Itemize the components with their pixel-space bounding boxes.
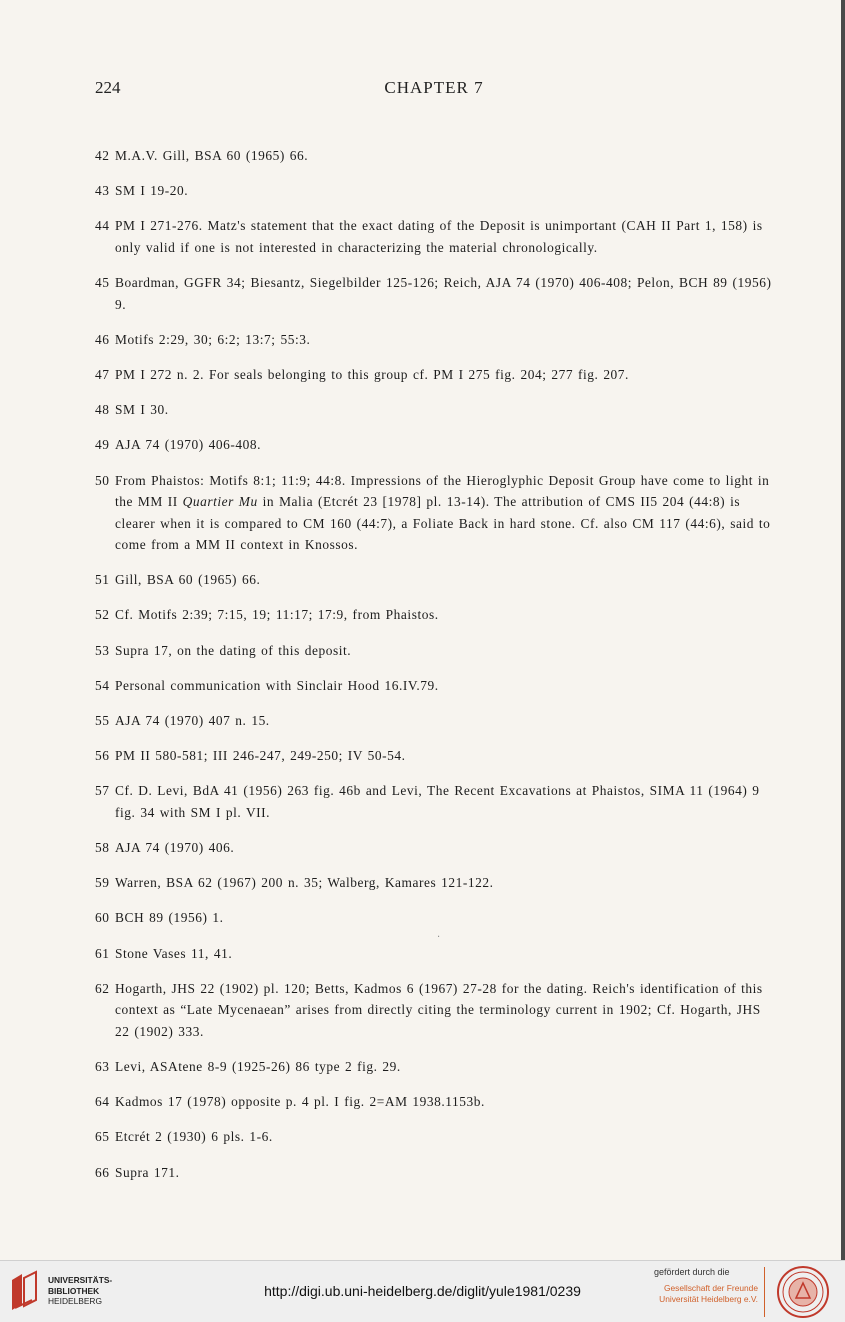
- sponsor-name: [654, 1283, 758, 1305]
- endnote-number: 66: [95, 1164, 110, 1180]
- endnote-62: [95, 978, 775, 1043]
- endnote-text: Kadmos 17 (1978) opposite p. 4 pl. I fig. 2=AM 1938.1153b.: [115, 1094, 485, 1110]
- page-number: 224: [95, 78, 121, 97]
- endnote-53: [95, 640, 775, 662]
- endnote-text: BCH 89 (1956) 1.: [115, 910, 224, 926]
- endnote-text: M.A.V. Gill, BSA 60 (1965) 66.: [115, 148, 309, 163]
- endnote-text: Motifs 2:29, 30; 6:2; 13:7; 55:3.: [115, 331, 311, 347]
- endnote-number: 54: [95, 677, 110, 693]
- endnote-text: AJA 74 (1970) 406-408.: [115, 437, 262, 453]
- endnote-text: Personal communication with Sinclair Hood 16.IV.79.: [115, 677, 439, 693]
- endnote-51: [95, 569, 775, 591]
- endnote-text: PM I 272 n. 2. For seals belonging to this group cf. PM I 275 fig. 204; 277 fig. 207.: [115, 366, 629, 382]
- endnote-text: Supra 17, on the dating of this deposit.: [115, 642, 352, 658]
- sponsor-intro: gefördert durch die: [654, 1267, 730, 1277]
- library-name-line: UNIVERSITÄTS-: [48, 1275, 113, 1285]
- endnotes-list: [95, 145, 775, 1197]
- endnote-number: 65: [95, 1129, 110, 1145]
- endnote-number: 56: [95, 748, 110, 764]
- endnote-52: [95, 604, 775, 626]
- university-seal-icon: [776, 1265, 830, 1319]
- endnote-55: [95, 710, 775, 732]
- endnote-43: [95, 180, 775, 202]
- endnote-56: [95, 745, 775, 767]
- sponsor-name-line: Universität Heidelberg e.V.: [659, 1294, 758, 1304]
- endnote-number: 61: [95, 945, 110, 961]
- endnote-number: 48: [95, 402, 110, 418]
- endnote-48: [95, 399, 775, 421]
- endnote-65: [95, 1126, 775, 1148]
- endnote-number: 45: [95, 275, 110, 291]
- endnote-text: Cf. Motifs 2:39; 7:15, 19; 11:17; 17:9, from Phaistos.: [115, 607, 439, 623]
- endnote-47: [95, 364, 775, 386]
- endnote-number: 47: [95, 366, 110, 382]
- endnote-number: 44: [95, 218, 110, 234]
- digital-source-link[interactable]: http://digi.ub.uni-heidelberg.de/diglit/yule1981/0239: [264, 1283, 581, 1299]
- endnote-number: 53: [95, 642, 110, 658]
- endnote-text: Hogarth, JHS 22 (1902) pl. 120; Betts, Kadmos 6 (1967) 27-28 for the dating. Reich's identification of this context as “Late Mycenaean” arises from directly citing the terminology current in 1902; Cf. Hogarth, JHS 22 (1902) 333.: [115, 980, 763, 1039]
- endnote-text: PM I 271-276. Matz's statement that the exact dating of the Deposit is unimportant (CAH II Part 1, 158) is only valid if one is not interested in characterizing the material chronologically.: [115, 218, 763, 255]
- library-name-line: HEIDELBERG: [48, 1296, 102, 1306]
- endnote-number: 55: [95, 712, 110, 728]
- endnote-59: [95, 872, 775, 894]
- footer-bar: [0, 1260, 845, 1322]
- endnote-number: 51: [95, 572, 110, 588]
- endnote-number: 62: [95, 980, 110, 996]
- endnote-text: Boardman, GGFR 34; Biesantz, Siegelbilder 125-126; Reich, AJA 74 (1970) 406-408; Pelon, BCH 89 (1956) 9.: [115, 275, 772, 312]
- chapter-title: CHAPTER 7: [384, 78, 484, 97]
- endnote-57: [95, 780, 775, 823]
- endnote-text: in Malia (Etcrét 23 [1978] pl. 13-14). The attribution of CMS II5 204 (44:8) is clearer when it is compared to CM 160 (44:7), a Foliate Back in hard stone. Cf. also CM 117 (44:6), said to come from a MM II context in Knossos.: [115, 494, 771, 552]
- endnote-text: PM II 580-581; III 246-247, 249-250; IV 50-54.: [115, 748, 406, 764]
- endnote-54: [95, 675, 775, 697]
- endnote-text: Etcrét 2 (1930) 6 pls. 1-6.: [115, 1129, 273, 1145]
- endnote-number: 58: [95, 840, 110, 855]
- endnote-42: [95, 145, 775, 167]
- endnote-number: 63: [95, 1058, 110, 1074]
- endnote-66: [95, 1162, 775, 1184]
- endnote-text: Supra 171.: [115, 1164, 180, 1180]
- endnote-number: 42: [95, 148, 110, 163]
- endnote-text: SM I 19-20.: [115, 183, 189, 199]
- endnote-text: Warren, BSA 62 (1967) 200 n. 35; Walberg, Kamares 121-122.: [115, 875, 494, 891]
- endnote-number: 64: [95, 1094, 110, 1110]
- endnote-number: 49: [95, 437, 110, 453]
- endnote-text: AJA 74 (1970) 407 n. 15.: [115, 712, 270, 728]
- endnote-64: [95, 1091, 775, 1113]
- print-speck-icon: ‧: [437, 932, 441, 943]
- endnote-text: From Phaistos: Motifs 8:1; 11:9; 44:8. Impressions of the Hieroglyphic Deposit Group have come to light in the MM II: [115, 472, 770, 509]
- endnote-46: [95, 329, 775, 351]
- library-name-line: BIBLIOTHEK: [48, 1285, 100, 1296]
- endnote-60: [95, 907, 775, 929]
- endnote-number: 60: [95, 910, 110, 926]
- endnote-text: Gill, BSA 60 (1965) 66.: [115, 572, 261, 588]
- endnote-number: 50: [95, 472, 110, 488]
- endnote-50: [95, 470, 775, 556]
- endnote-49: [95, 434, 775, 456]
- sponsor-name-line: Gesellschaft der Freunde: [663, 1283, 758, 1293]
- endnote-text: AJA 74 (1970) 406.: [115, 840, 235, 855]
- endnote-text: Stone Vases 11, 41.: [115, 945, 233, 961]
- page-header: [95, 78, 773, 98]
- endnote-number: 52: [95, 607, 110, 623]
- sponsor-divider: [764, 1267, 765, 1317]
- endnote-44: [95, 215, 775, 258]
- endnote-text: Cf. D. Levi, BdA 41 (1956) 263 fig. 46b and Levi, The Recent Excavations at Phaistos, SIMA 11 (1964) 9 fig. 34 with SM I pl. VII.: [115, 783, 760, 820]
- endnote-63: [95, 1056, 775, 1078]
- endnote-text: Levi, ASAtene 8-9 (1925-26) 86 type 2 fig. 29.: [115, 1058, 401, 1074]
- endnote-number: 59: [95, 875, 110, 891]
- endnote-number: 43: [95, 183, 110, 199]
- endnote-number: 46: [95, 331, 110, 347]
- endnote-number: 57: [95, 783, 110, 799]
- endnote-text: SM I 30.: [115, 402, 169, 418]
- endnote-italic-term: Quartier Mu: [182, 494, 258, 509]
- endnote-58: [95, 837, 775, 859]
- endnote-45: [95, 272, 775, 315]
- endnote-61: [95, 943, 775, 965]
